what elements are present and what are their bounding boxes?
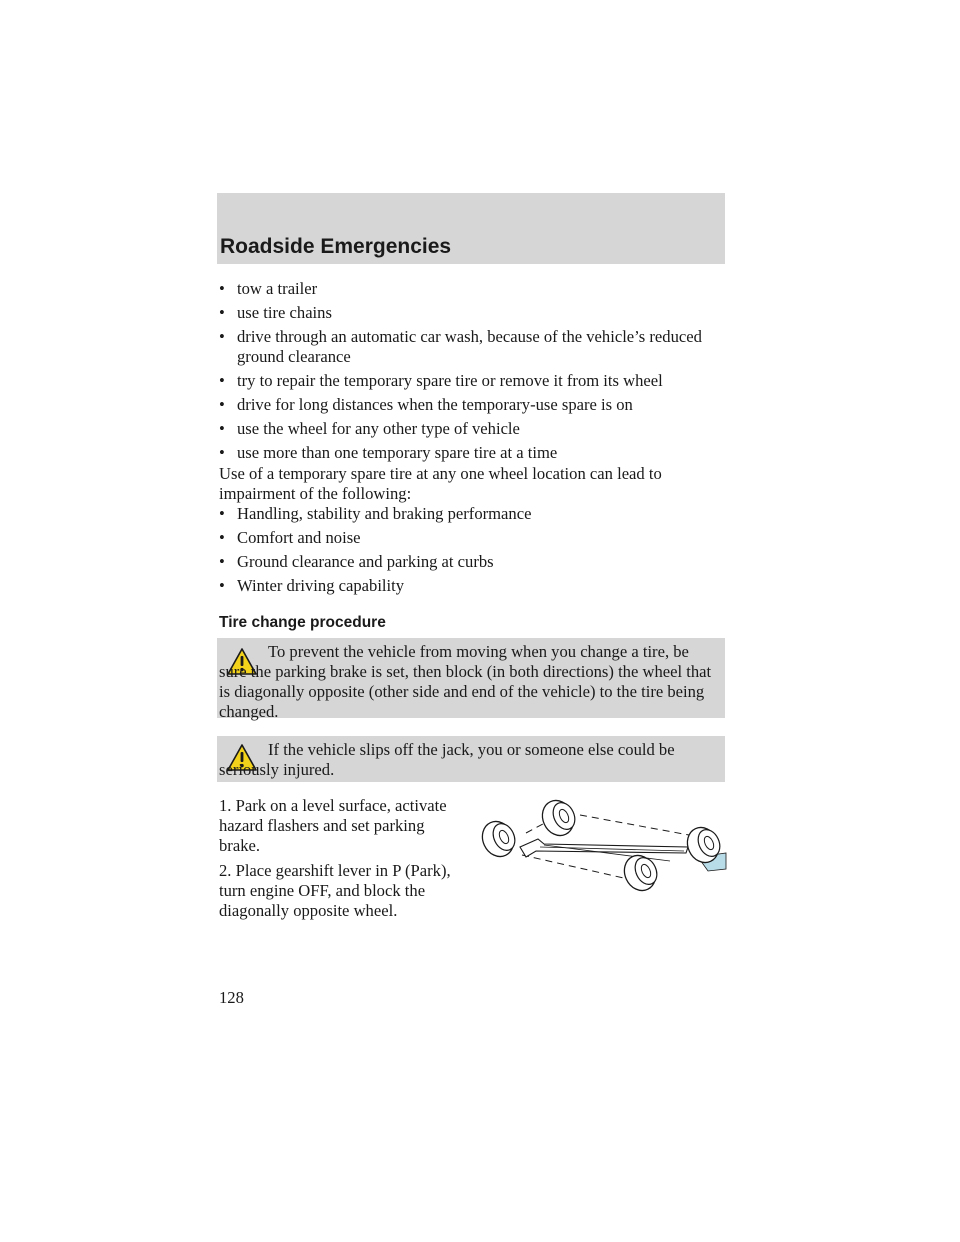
list-item: • use more than one temporary spare tire at a time bbox=[219, 443, 558, 462]
bullet: • bbox=[219, 279, 225, 298]
warning-box bbox=[217, 638, 725, 721]
list-item: • Comfort and noise bbox=[219, 528, 361, 547]
list-item: • try to repair the temporary spare tire or remove it from its wheel bbox=[219, 371, 663, 390]
step-item: 2. Place gearshift lever in P (Park), turn engine OFF, and block the diagonally opposite wheel. bbox=[219, 861, 451, 920]
bullet: • bbox=[219, 528, 225, 547]
bullet: • bbox=[219, 419, 225, 438]
list-item: • Ground clearance and parking at curbs bbox=[219, 552, 494, 571]
warning-box bbox=[217, 736, 725, 782]
impairment-intro: Use of a temporary spare tire at any one wheel location can lead to impairment of the following: bbox=[219, 464, 662, 503]
bullet: • bbox=[219, 395, 225, 414]
page-title: Roadside Emergencies bbox=[220, 235, 452, 258]
bullet: • bbox=[219, 327, 225, 346]
dont-list bbox=[219, 279, 729, 467]
list-item: • tow a trailer bbox=[219, 279, 318, 298]
list-item: • use tire chains bbox=[219, 303, 332, 322]
bullet: • bbox=[219, 371, 225, 390]
list-item: • drive for long distances when the temporary-use spare is on bbox=[219, 395, 633, 414]
step-item: 1. Park on a level surface, activate hazard flashers and set parking brake. bbox=[219, 796, 447, 855]
warning-text: To prevent the vehicle from moving when you change a tire, be sure the parking brake is set, then block (in both directions) the wheel that is diagonally opposite (other side and end of the vehicle) to the tire being changed. bbox=[219, 642, 712, 721]
wheel-block-diagram bbox=[478, 795, 728, 895]
warning-text: If the vehicle slips off the jack, you or someone else could be seriously injured. bbox=[219, 740, 675, 779]
bullet: • bbox=[219, 504, 225, 523]
list-item: • Handling, stability and braking performance bbox=[219, 504, 532, 523]
bullet: • bbox=[219, 552, 225, 571]
procedure-steps bbox=[219, 796, 469, 926]
section-heading: Tire change procedure bbox=[219, 614, 386, 631]
bullet: • bbox=[219, 443, 225, 462]
list-item: • Winter driving capability bbox=[219, 576, 405, 595]
page-number: 128 bbox=[219, 988, 244, 1007]
list-item: • drive through an automatic car wash, because of the vehicle’s reduced ground clearance bbox=[219, 327, 702, 366]
bullet: • bbox=[219, 303, 225, 322]
bullet: • bbox=[219, 576, 225, 595]
impairment-list bbox=[219, 504, 729, 600]
list-item: • use the wheel for any other type of vehicle bbox=[219, 419, 520, 438]
